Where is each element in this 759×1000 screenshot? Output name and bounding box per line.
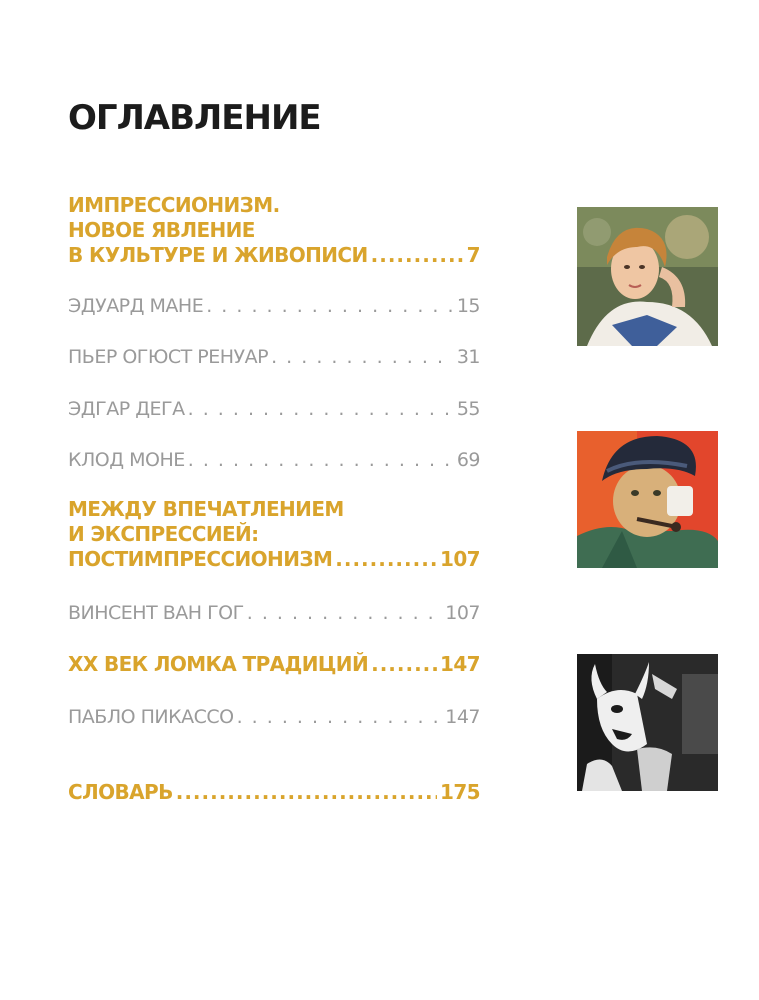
toc-item-vangogh[interactable] <box>68 601 480 625</box>
dot-leader <box>176 780 437 805</box>
renoir-portrait-thumbnail <box>577 207 718 346</box>
section-title-line: И ЭКСПРЕССИЕЙ: <box>68 522 259 546</box>
chapter-title: ПЬЕР ОГЮСТ РЕНУАР <box>68 346 269 368</box>
toc-section-postimpressionism[interactable] <box>68 497 480 572</box>
dot-leader <box>371 652 437 677</box>
dot-leader <box>271 345 454 369</box>
page-number: 69 <box>456 449 480 471</box>
page-number: 107 <box>445 602 480 624</box>
chapter-title: ВИНСЕНТ ВАН ГОГ <box>68 602 244 624</box>
page-number: 147 <box>440 652 480 676</box>
toc-item-renoir[interactable] <box>68 345 480 369</box>
dot-leader <box>206 294 454 318</box>
toc-item-picasso[interactable] <box>68 705 480 729</box>
chapter-title: КЛОД МОНЕ <box>68 449 185 471</box>
picasso-guernica-thumbnail <box>577 654 718 791</box>
chapter-title: ЭДГАР ДЕГА <box>68 398 185 420</box>
chapter-title: ПАБЛО ПИКАССО <box>68 706 234 728</box>
toc-section-impressionism[interactable] <box>68 193 480 268</box>
toc-item-manet[interactable] <box>68 294 480 318</box>
page-title: ОГЛАВЛЕНИЕ <box>68 98 321 138</box>
page-number: 175 <box>440 780 480 804</box>
vangogh-portrait-thumbnail <box>577 431 718 568</box>
section-title-line: ПОСТИМПРЕССИОНИЗМ ..... 107 <box>68 547 480 572</box>
page-number: 15 <box>456 295 480 317</box>
page-number: 7 <box>466 243 480 267</box>
toc-section-glossary[interactable]: СЛОВАРЬ ..... 175 <box>68 780 480 805</box>
dot-leader <box>237 705 443 729</box>
dot-leader <box>188 397 454 421</box>
page-number: 147 <box>445 706 480 728</box>
dot-leader <box>247 601 443 625</box>
section-title-line: МЕЖДУ ВПЕЧАТЛЕНИЕМ <box>68 497 344 521</box>
section-title-line: НОВОЕ ЯВЛЕНИЕ <box>68 218 255 242</box>
chapter-title: ЭДУАРД МАНЕ <box>68 295 204 317</box>
dot-leader <box>371 243 464 268</box>
toc-item-monet[interactable] <box>68 448 480 472</box>
dot-leader <box>188 448 454 472</box>
toc-item-degas[interactable] <box>68 397 480 421</box>
dot-leader <box>335 547 437 572</box>
page-number: 107 <box>440 547 480 571</box>
page-number: 55 <box>456 398 480 420</box>
page-number: 31 <box>456 346 480 368</box>
toc-section-twentieth[interactable]: XX ВЕК ЛОМКА ТРАДИЦИЙ ..... 147 <box>68 652 480 677</box>
section-title-line: ИМПРЕССИОНИЗМ. <box>68 193 280 217</box>
section-title-line: В КУЛЬТУРЕ И ЖИВОПИСИ ..... 7 <box>68 243 480 268</box>
